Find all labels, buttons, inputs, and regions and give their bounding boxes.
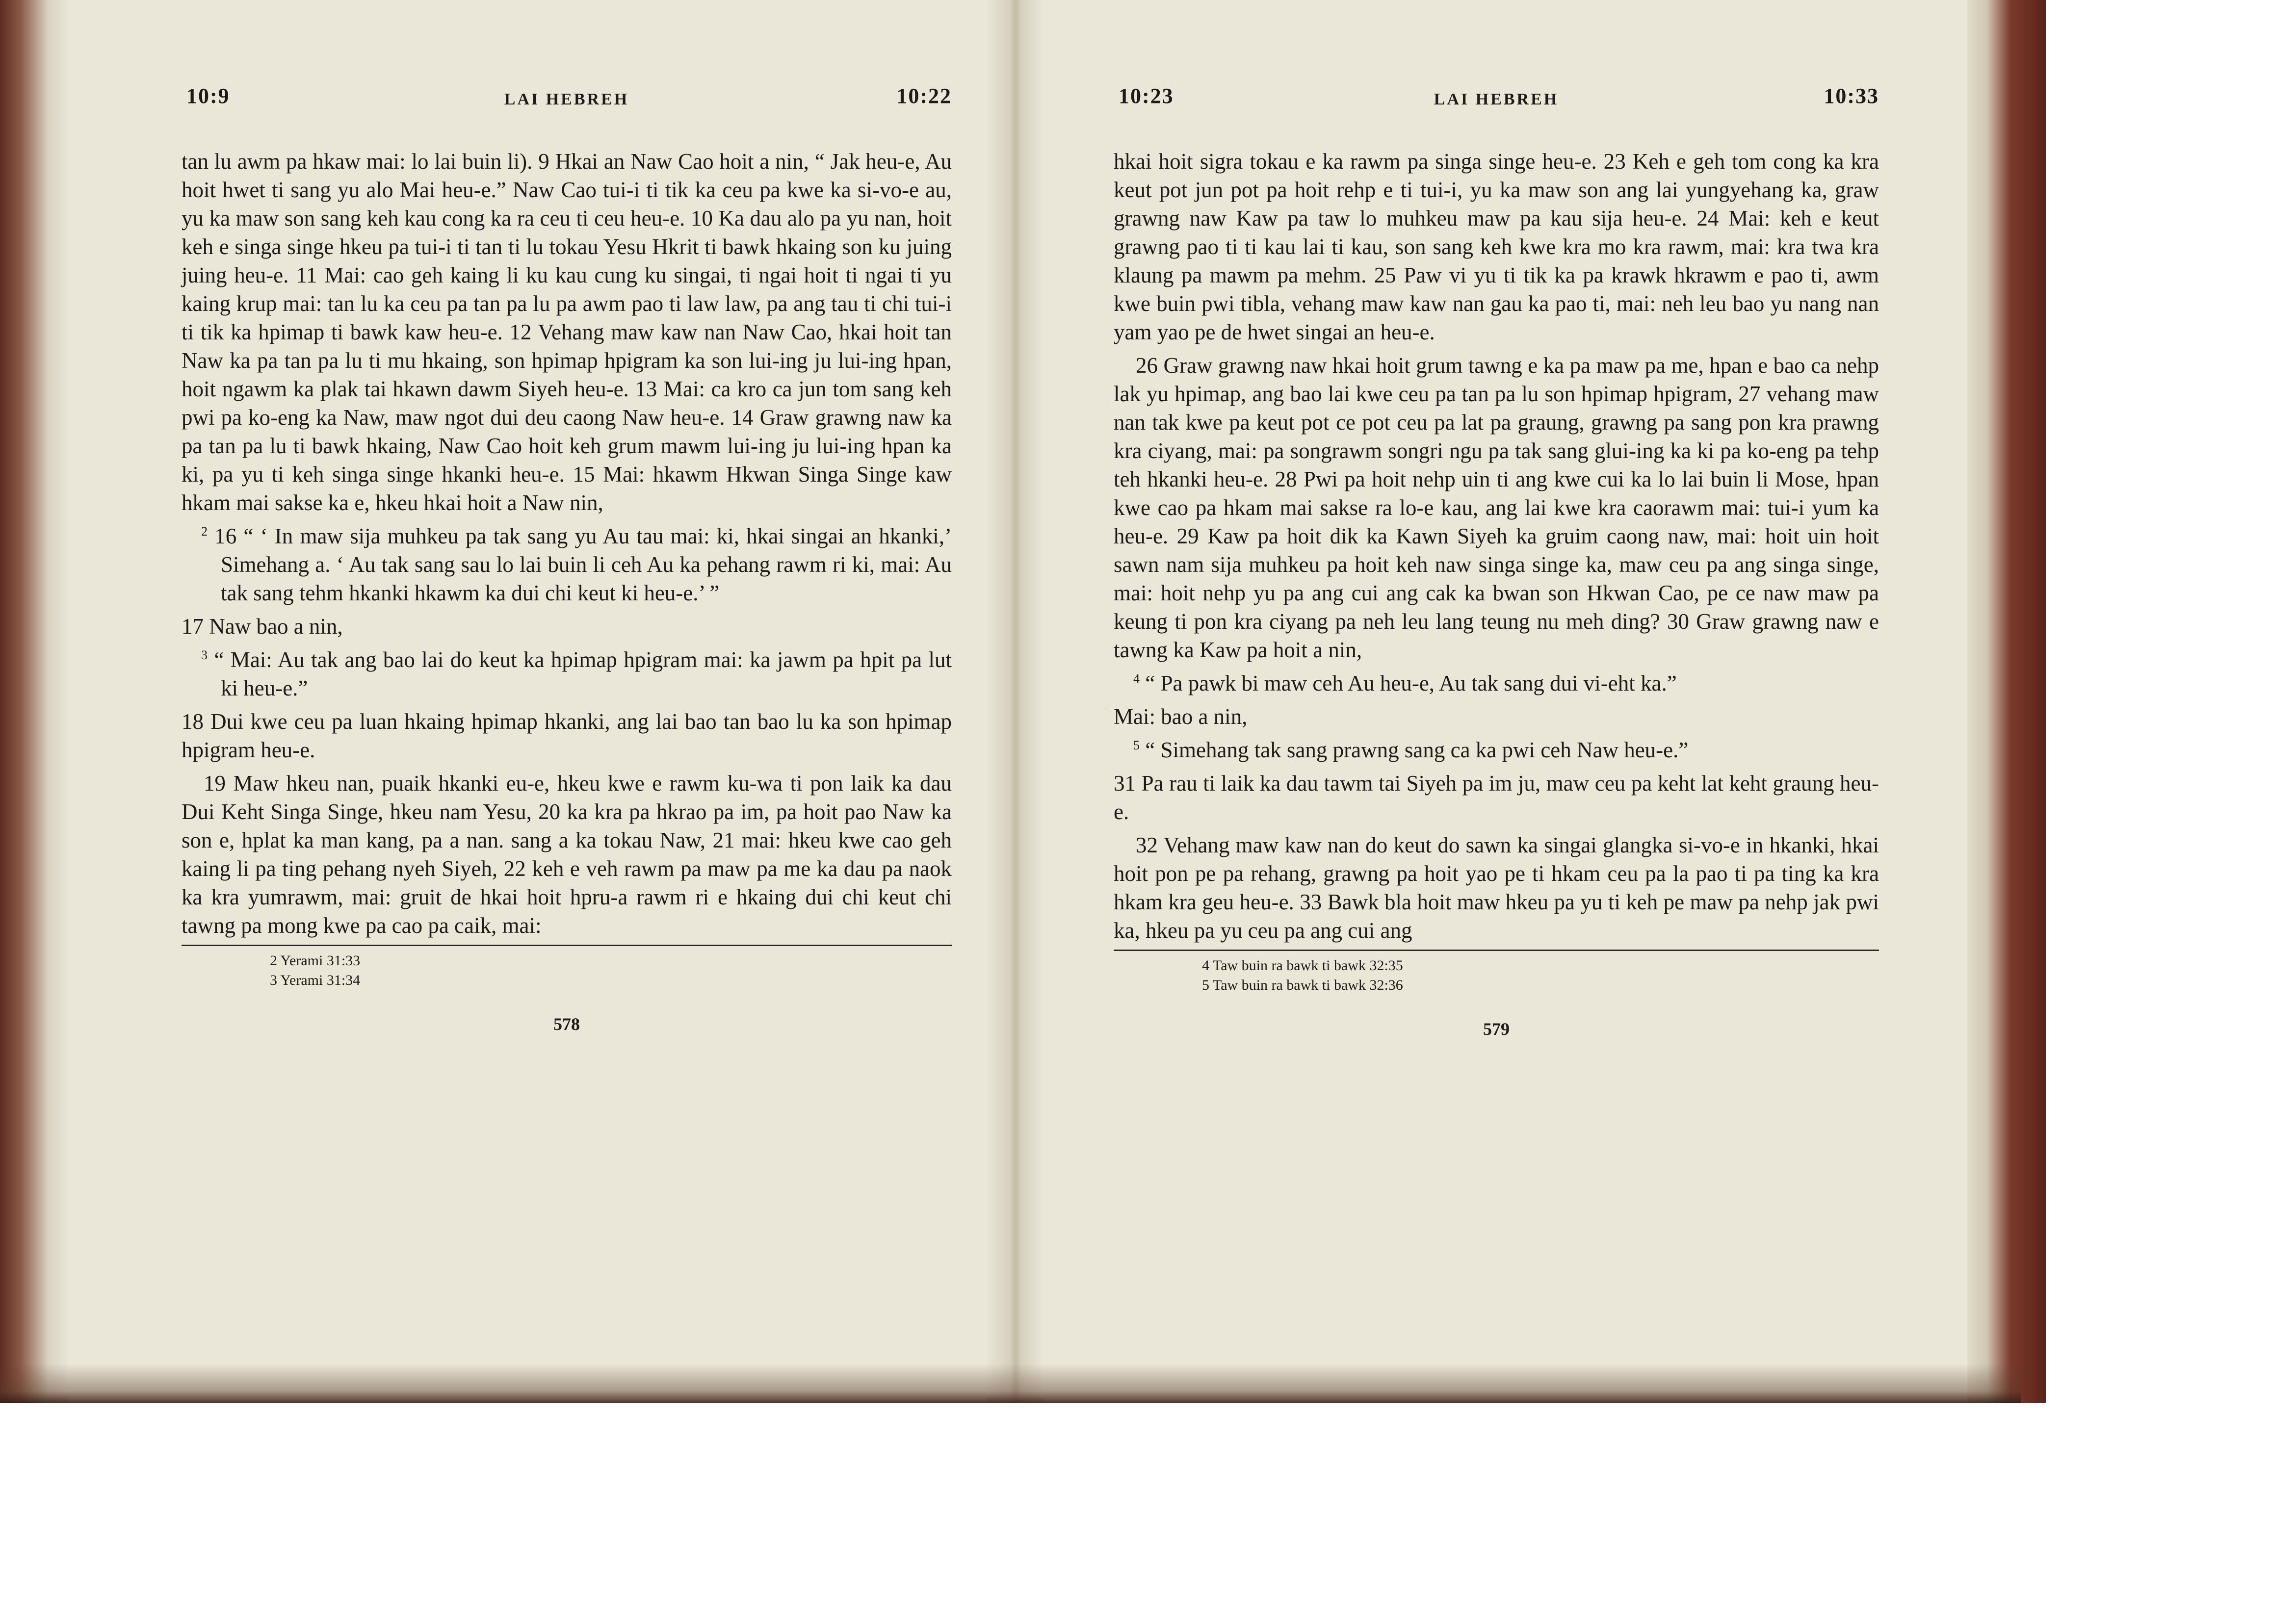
book-gutter xyxy=(986,0,1045,1403)
left-body-text xyxy=(182,147,952,940)
footnote-marker: 5 xyxy=(1133,738,1140,752)
right-head-reference-end: 10:33 xyxy=(1824,84,1879,108)
left-running-head xyxy=(182,74,952,118)
footnote-item: 2 Yerami 31:33 xyxy=(270,953,361,969)
left-quote-17 xyxy=(182,645,952,702)
footnote-item: 3 Yerami 31:34 xyxy=(270,972,361,988)
right-body-text xyxy=(1114,147,1879,945)
book-bottom-edge xyxy=(0,1364,2021,1403)
right-footnote-rule xyxy=(1114,950,1879,951)
left-paragraph: tan lu awm pa hkaw mai: lo lai buin li). 9 Hkai an Naw Cao hoit a nin, “ Jak heu-e, Au hoit hwet ti sang yu alo Mai heu-e.” Naw Cao tui-i ti tik ka ceu pa kwe ka si-vo-e au, yu ka maw son sang keh kau cong ka ra ceu ti ceu heu-e. 10 Ka dau alo pa yu nan, hoit keh e singa singe hkeu pa tui-i ti tan ti lu tokau Yesu Hkrit ti bawk hkaing son ku juing juing heu-e. 11 Mai: cao geh kaing li ku kau cung ku singai, ti ngai hoit ti ngai ti yu kaing krup mai: tan lu ka ceu pa tan pa lu pa awm pao ti law law, pa ang tau ti chi tui-i ti tik ka hpimap ti bawk kaw heu-e. 12 Vehang maw kaw nan Naw Cao, hkai hoit tan Naw ka pa tan pa lu ti mu hkaing, son hpimap hpigram ka son lui-ing ju lui-ing hpan, hoit ngawm ka plak tai hkawn dawm Siyeh heu-e. 13 Mai: ca kro ca jun tom sang keh pwi pa ko-eng ka Naw, maw ngot dui deu caong Naw heu-e. 14 Graw grawng naw ka pa tan pa lu ti bawk hkaing, Naw Cao hoit keh grum mawm lui-ing ju lui-ing hpan ka ki, pa yu ti keh singa singe hkanki heu-e. 15 Mai: hkawm Hkwan Singa Singe kaw hkam mai sakse ka e, hkeu hkai hoit a Naw nin, xyxy=(182,149,952,515)
book-cover-left-edge xyxy=(0,0,69,1403)
footnote-item: 4 Taw buin ra bawk ti bawk 32:35 xyxy=(1202,957,1403,974)
right-page-number: 579 xyxy=(1483,1019,1510,1039)
right-head-reference-start: 10:23 xyxy=(1119,84,1174,108)
right-running-head xyxy=(1114,74,1879,118)
left-verse-17: 17 Naw bao a nin, xyxy=(182,614,343,639)
footnote-item: 5 Taw buin ra bawk ti bawk 32:36 xyxy=(1202,977,1403,993)
left-quote-16-text: 16 “ ‘ In maw sija muhkeu pa tak sang yu Au tau mai: ki, hkai singai an hkanki,’ Simehang a. ‘ Au tak sang sau lo lai buin li ceh Au ka pehang rawm ri ki, mai: Au tak sang tehm hkanki hkawm ka dui chi keut ki heu-e.’ ” xyxy=(214,524,952,605)
left-footnote-rule xyxy=(182,945,952,946)
right-quote-30b xyxy=(1114,736,1879,764)
right-paragraph-a: hkai hoit sigra tokau e ka rawm pa singa singe heu-e. 23 Keh e geh tom cong ka kra keut pot jun pot pa hoit rehp e ti tui-i, yu ka maw son ang lai yungyehang ka, graw grawng naw Kaw pa taw lo muhkeu maw pa kau sija heu-e. 24 Mai: keh e keut grawng pao ti ti kau lai ti kau, son sang keh kwe kra mo kra rawm, mai: kra twa kra klaung pa mawm pa mehm. 25 Paw vi yu ti tik ka pa krawk hkrawm e pao ti, awm kwe buin pwi tibla, vehang maw kaw nan gau ka pao ti, mai: neh leu bao yu nang nan yam yao pe de hwet singai an heu-e. xyxy=(1114,149,1879,344)
right-paragraph-b: 26 Graw grawng naw hkai hoit grum tawng e ka pa maw pa me, hpan e bao ca nehp lak yu hpimap, ang bao lai kwe ceu pa tan pa lu son hpimap hpigram, 27 vehang maw nan tak kwe pa keut pot ce pot ceu pa lat pa graung, grawng pa sang pon kra prawng kra ciyang, mai: pa songrawm songri ngu pa tak sang glui-ing ka ki pa ko-eng pa tehp teh hkanki heu-e. 28 Pwi pa hoit nehp uin ti ang kwe cui ka lo lai buin li Mose, hpan kwe cao pa hkam mai sakse ra lo-e kau, ang lai kwe kra caorawm mai: tui-i yum ka heu-e. 29 Kaw pa hoit dik ka Kawn Siyeh ka gruim caong naw, mai: hoit uin hoit sawn nam sija muhkeu pa hoit keh naw singa singe ka, maw ceu pa ang singa singe, mai: hoit nehp yu pa ang cui ang cak ka bwan son Hkwan Cao, pe ce naw maw pa keung ti pon kra ciyang pa neh leu lang teung nu meh ding? 30 Graw grawng naw e tawng ka Kaw pa hoit a nin, xyxy=(1114,353,1879,662)
left-verse-18: 18 Dui kwe ceu pa luan hkaing hpimap hkanki, ang lai bao tan bao lu ka son hpimap hpigram heu-e. xyxy=(182,709,952,762)
left-verse-19: 19 Maw hkeu nan, puaik hkanki eu-e, hkeu kwe e rawm ku-wa ti pon laik ka dau Dui Keht Singa Singe, hkeu nam Yesu, 20 ka kra pa hkrao pa im, pa hoit pao Naw ka son e, hplat ka man kang, pa a nan. sang a ka tokau Naw, 21 mai: hkeu kwe cao geh kaing li pa ting pehang nyeh Siyeh, 22 keh e veh rawm pa maw pa me ka dau pa naok ka kra yumrawm, mai: gruit de hkai hoit hpru-a rawm ri e hkaing dui chi keut chi tawng pa mong kwe pa cao pa caik, mai: xyxy=(182,771,952,938)
right-page xyxy=(1114,74,1879,1039)
left-page-number: 578 xyxy=(553,1014,580,1034)
right-quote-30-text: “ Pa pawk bi maw ceh Au heu-e, Au tak sang dui vi-eht ka.” xyxy=(1145,671,1677,695)
right-quote-30b-text: “ Simehang tak sang prawng sang ca ka pwi ceh Naw heu-e.” xyxy=(1145,738,1689,762)
right-mai-line: Mai: bao a nin, xyxy=(1114,704,1248,729)
left-page xyxy=(182,74,952,1034)
left-head-reference-end: 10:22 xyxy=(896,84,952,108)
right-footnotes xyxy=(1114,956,1879,995)
right-quote-30 xyxy=(1114,669,1879,697)
left-quote-17-text: “ Mai: Au tak ang bao lai do keut ka hpimap hpigram mai: ka jawm pa hpit pa lut ki heu-e.” xyxy=(214,647,952,700)
right-verse-31: 31 Pa rau ti laik ka dau tawm tai Siyeh pa im ju, maw ceu pa keht lat keht graung heu-e. xyxy=(1114,771,1879,824)
footnote-marker: 4 xyxy=(1133,671,1140,686)
left-head-title: LAI HEBREH xyxy=(504,90,629,108)
right-head-title: LAI HEBREH xyxy=(1434,90,1559,108)
left-footnotes xyxy=(182,951,952,990)
footnote-marker: 2 xyxy=(201,524,208,539)
left-quote-16 xyxy=(182,522,952,607)
right-verse-32: 32 Vehang maw kaw nan do keut do sawn ka singai glangka si-vo-e in hkanki, hkai hoit pon pe pa rehang, grawng pa hoit yao pe ti hkam ceu pa la pao ti pa ting ka kra hkam kra geu heu-e. 33 Bawk bla hoit maw hkeu pa yu ti keh pe maw pa nehp jak pwi ka, hkeu pa yu ceu pa ang cui ang xyxy=(1114,833,1879,943)
left-head-reference-start: 10:9 xyxy=(186,84,230,108)
book-cover-right-edge xyxy=(1967,0,2046,1403)
footnote-marker: 3 xyxy=(201,648,208,662)
